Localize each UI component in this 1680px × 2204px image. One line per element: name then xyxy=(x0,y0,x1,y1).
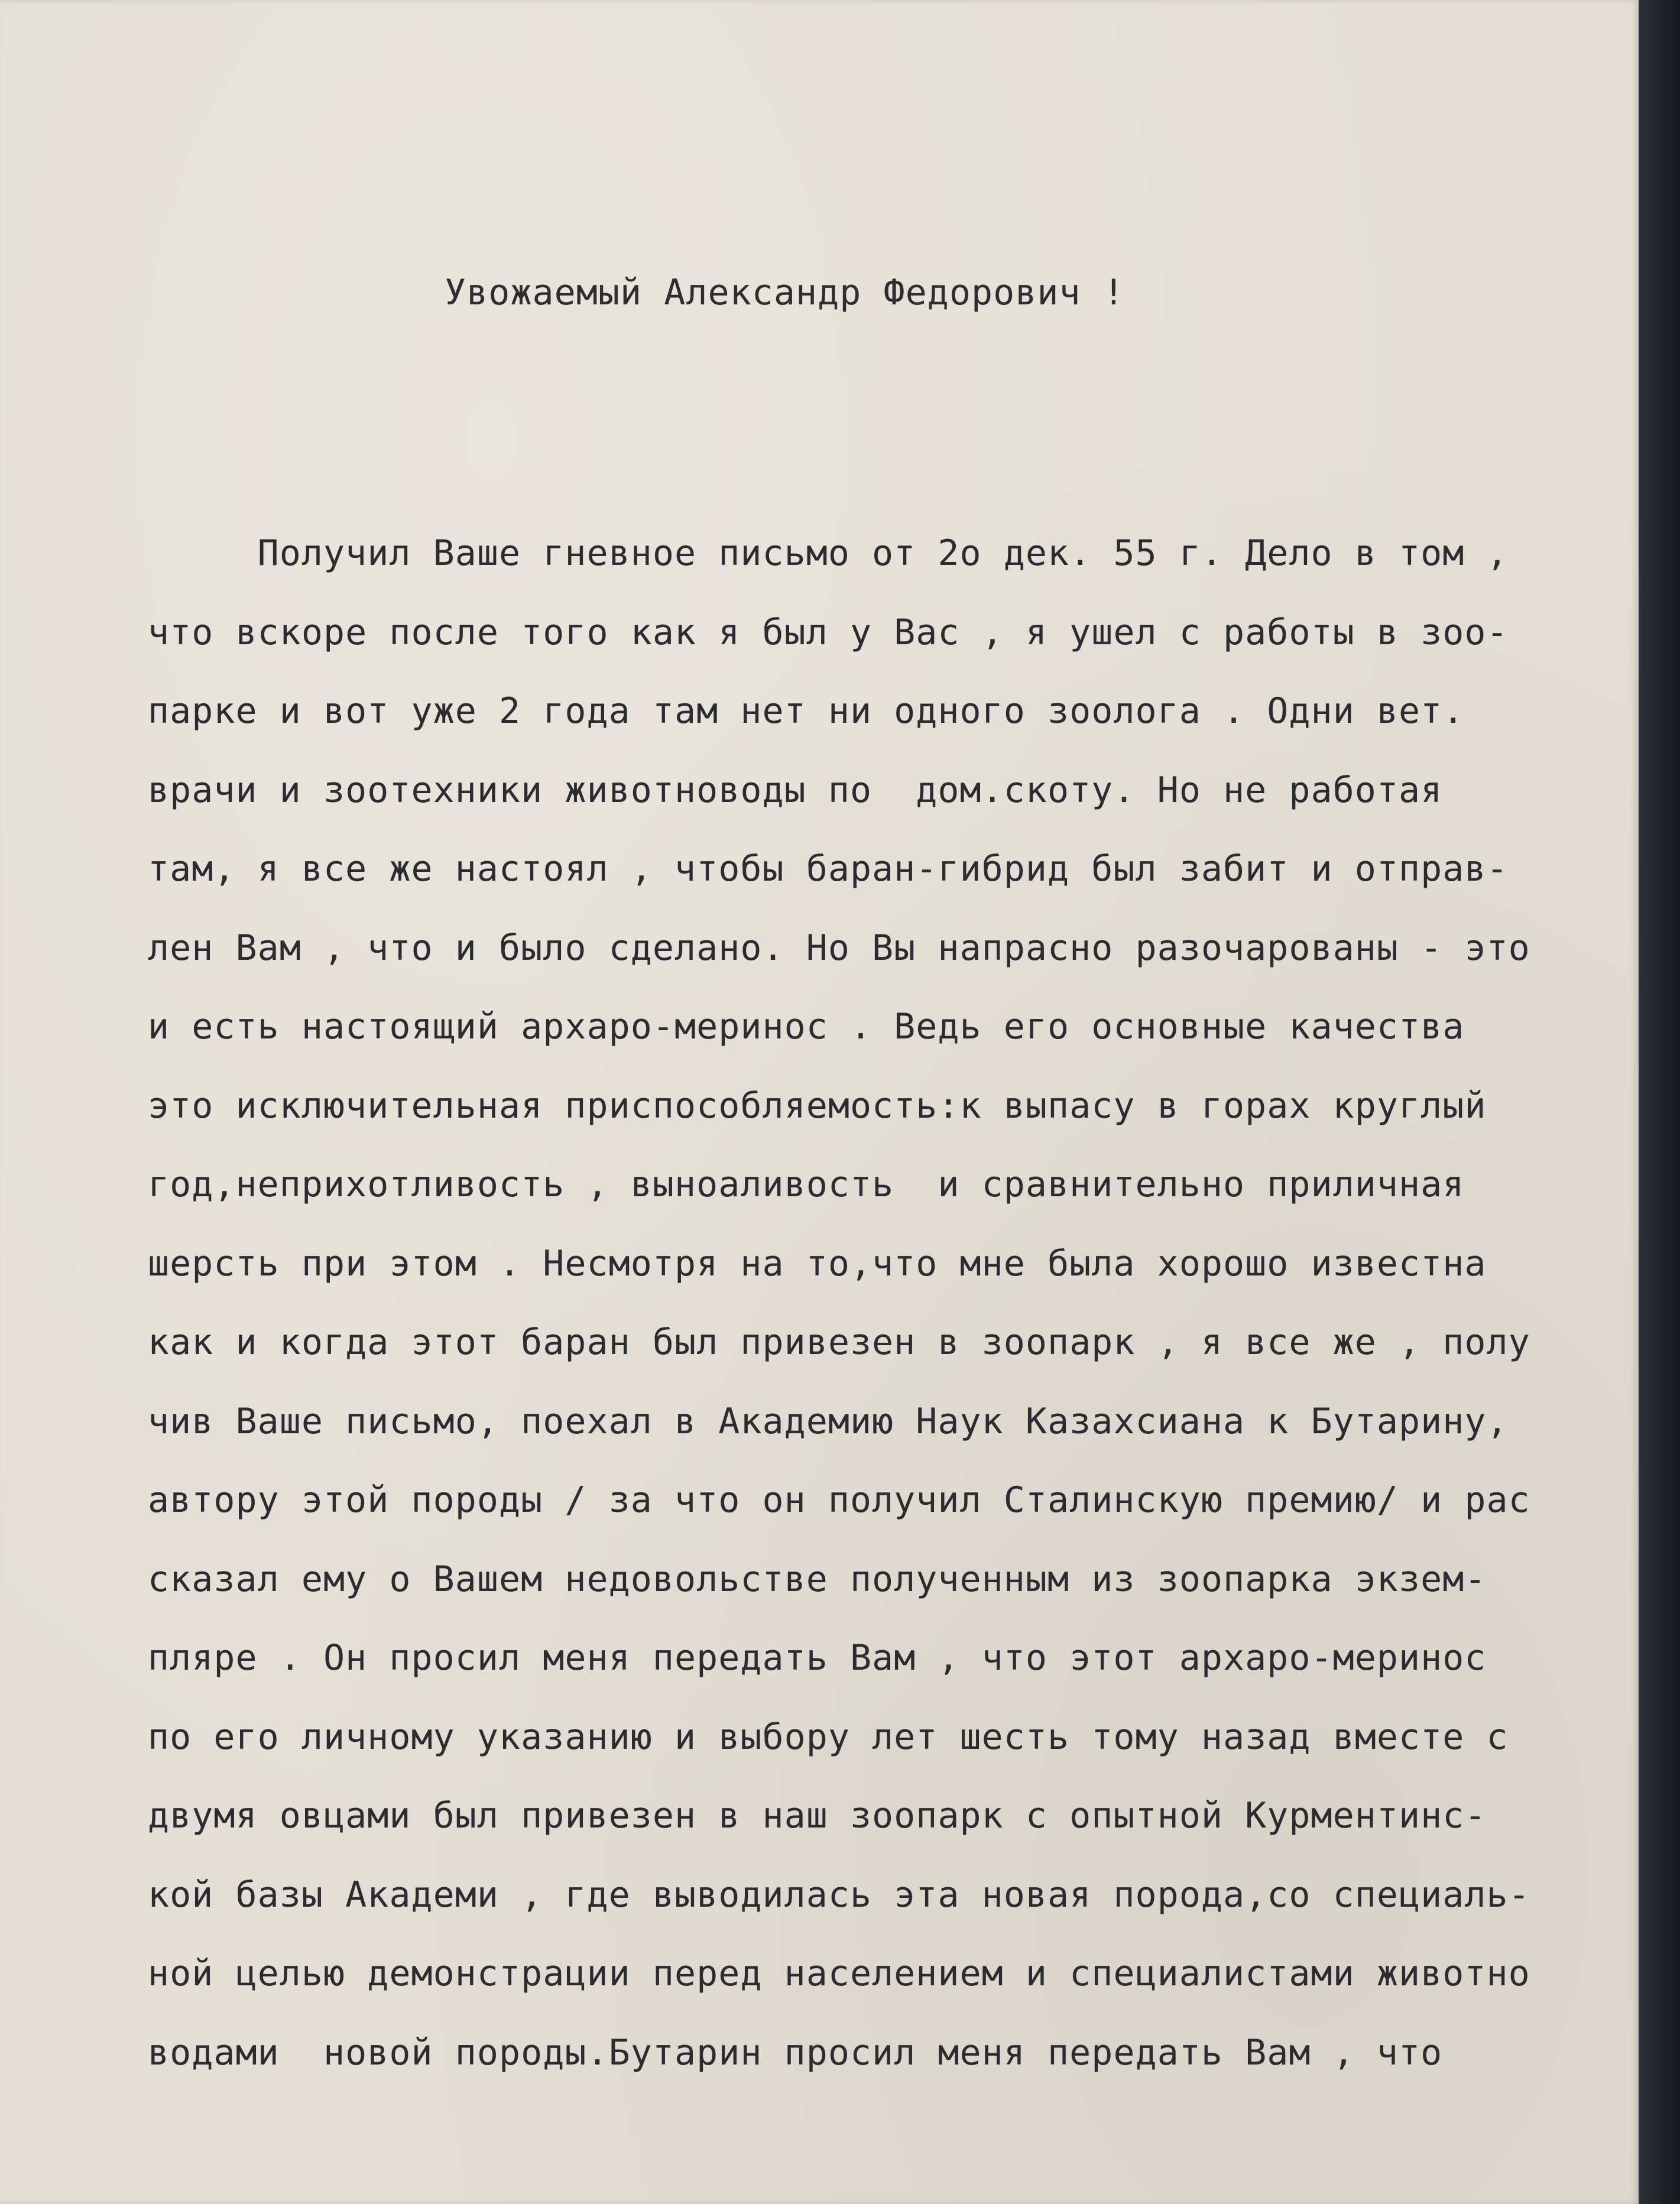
letter-line: что вскоре после того как я был у Вас , я ушел с работы в зоо- xyxy=(148,611,1509,653)
letter-line: ной целью демонстрации перед населением и специалистами животно xyxy=(148,1953,1530,1994)
letter-line: водами новой породы.Бутарин просил меня передать Вам , что xyxy=(148,2031,1443,2073)
letter-line: сказал ему о Вашем недовольстве полученным из зоопарка экзем- xyxy=(148,1558,1487,1600)
letter-line: врачи и зоотехники животноводы по дом.скоту. Но не работая xyxy=(148,769,1443,811)
letter-line: там, я все же настоял , чтобы баран-гибрид был забит и отправ- xyxy=(148,848,1509,890)
letter-line: двумя овцами был привезен в наш зоопарк с опытной Курментинс- xyxy=(148,1795,1487,1836)
letter-line: лен Вам , что и было сделано. Но Вы напрасно разочарованы - это xyxy=(148,927,1530,969)
letter-salutation: Увожаемый Александр Федорович ! xyxy=(445,272,1125,313)
letter-line: и есть настоящий архаро-меринос . Ведь его основные качества xyxy=(148,1006,1465,1047)
letter-line: год,неприхотливость , выноаливость и сравнительно приличная xyxy=(148,1164,1465,1205)
letter-line: как и когда этот баран был привезен в зоопарк , я все же , полу xyxy=(148,1322,1530,1363)
letter-line: кой базы Академи , где выводилась эта новая порода,со специаль- xyxy=(148,1874,1530,1916)
letter-line: автору этой породы / за что он получил Сталинскую премию/ и рас xyxy=(148,1479,1530,1521)
letter-line: Получил Ваше гневное письмо от 2о дек. 55 г. Дело в том , xyxy=(148,533,1509,574)
letter-line: пляре . Он просил меня передать Вам , что этот архаро-меринос xyxy=(148,1637,1487,1679)
letter-line: чив Ваше письмо, поехал в Академию Наук Казахсиана к Бутарину, xyxy=(148,1400,1509,1442)
letter-body xyxy=(148,514,1637,2092)
letter-line: по его личному указанию и выбору лет шесть тому назад вместе с xyxy=(148,1716,1509,1758)
background-edge xyxy=(1639,0,1680,2204)
letter-line: шерсть при этом . Несмотря на то,что мне была хорошо известна xyxy=(148,1242,1487,1284)
letter-line: парке и вот уже 2 года там нет ни одного зоолога . Одни вет. xyxy=(148,690,1465,732)
letter-line: это исключительная приспособляемость:к выпасу в горах круглый xyxy=(148,1085,1487,1127)
